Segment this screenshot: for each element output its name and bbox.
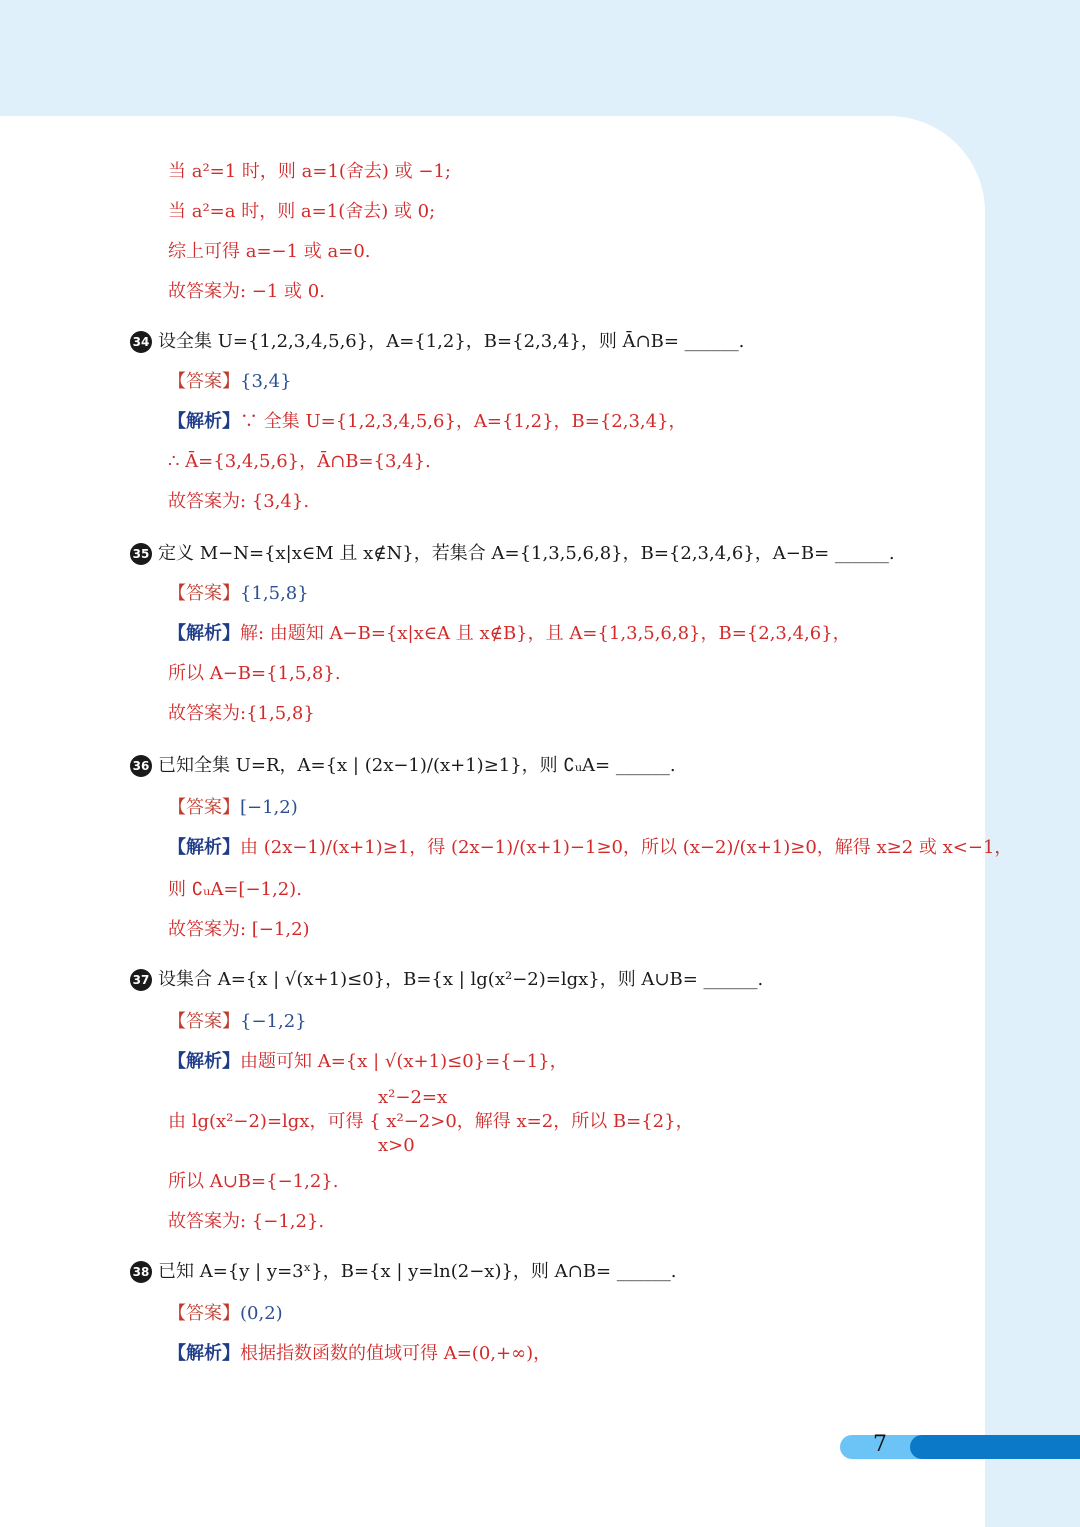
solution-text: 当 a²=a 时，则 a=1(舍去) 或 0; (168, 201, 436, 222)
question-text: 设全集 U={1,2,3,4,5,6}，A={1,2}，B={2,3,4}，则 Ā∩B= ______. (158, 331, 745, 352)
solution-line (168, 200, 435, 224)
question-line (130, 968, 763, 992)
solution-line (168, 280, 325, 304)
answer-tag: 【答案】 (168, 1011, 240, 1032)
answer-line (168, 1302, 283, 1326)
solution-text: 则 ∁ᵤA=[−1,2). (168, 879, 302, 900)
analysis-text: 解: 由题知 A−B={x|x∈A 且 x∉B}，且 A={1,3,5,6,8}，B={2,3,4,6}， (240, 623, 851, 644)
solution-line (378, 1134, 415, 1158)
answer-tag: 【答案】 (168, 583, 240, 604)
answer-line (168, 582, 309, 606)
solution-line (168, 918, 310, 942)
answer-tag: 【答案】 (168, 1303, 240, 1324)
solution-text: 所以 A∪B={−1,2}. (168, 1171, 339, 1192)
solution-line (168, 1110, 694, 1134)
solution-line (168, 878, 302, 902)
solution-line (378, 1086, 447, 1110)
answer-tag: 【答案】 (168, 371, 240, 392)
question-number-badge: 35 (130, 543, 152, 565)
solution-text: x²−2=x (378, 1087, 448, 1108)
analysis-line (168, 622, 851, 646)
solution-line (168, 662, 341, 686)
question-text: 已知全集 U=R，A={x | (2x−1)/(x+1)≥1}，则 ∁ᵤA= ______. (158, 755, 676, 776)
question-number-badge: 38 (130, 1261, 152, 1283)
question-number-badge: 34 (130, 331, 152, 353)
answer-text: (0,2) (240, 1303, 283, 1324)
answer-text: {−1,2} (240, 1011, 307, 1032)
solution-line (168, 490, 309, 514)
analysis-tag: 【解析】 (168, 411, 240, 432)
solution-text: x>0 (378, 1135, 415, 1156)
solution-text: ∴ Ā={3,4,5,6}，Ā∩B={3,4}. (168, 451, 431, 472)
page-number: 7 (873, 1432, 887, 1457)
analysis-text: 由 (2x−1)/(x+1)≥1，得 (2x−1)/(x+1)−1≥0，所以 (x−2)/(x+1)≥0，解得 x≥2 或 x<−1， (240, 837, 1013, 858)
answer-tag: 【答案】 (168, 797, 240, 818)
solution-line (168, 450, 431, 474)
answer-line (168, 1010, 307, 1034)
analysis-line (168, 1342, 551, 1366)
solution-text: 故答案为: {3,4}. (168, 491, 310, 512)
analysis-tag: 【解析】 (168, 837, 240, 858)
question-number-badge: 36 (130, 755, 152, 777)
question-text: 已知 A={y | y=3ˣ}，B={x | y=ln(2−x)}，则 A∩B= ______. (158, 1261, 677, 1282)
solution-text: 由 lg(x²−2)=lgx，可得 { x²−2>0，解得 x=2，所以 B={2}， (168, 1111, 694, 1132)
analysis-line (168, 410, 687, 434)
solution-text: 综上可得 a=−1 或 a=0. (168, 241, 371, 262)
question-number-badge: 37 (130, 969, 152, 991)
question-text: 设集合 A={x | √(x+1)≤0}，B={x | lg(x²−2)=lgx}，则 A∪B= ______. (158, 969, 764, 990)
analysis-tag: 【解析】 (168, 1051, 240, 1072)
analysis-tag: 【解析】 (168, 623, 240, 644)
page-number-bar (910, 1435, 1080, 1459)
solution-line (168, 702, 315, 726)
question-line (130, 1260, 676, 1284)
solution-line (168, 240, 371, 264)
solution-line (168, 1170, 338, 1194)
solution-text: 所以 A−B={1,5,8}. (168, 663, 341, 684)
analysis-line (168, 1050, 568, 1074)
answer-line (168, 796, 298, 820)
analysis-line (168, 836, 1012, 860)
solution-text: 故答案为: {−1,2}. (168, 1211, 325, 1232)
question-line (130, 330, 744, 354)
page-card (0, 116, 985, 1527)
answer-text: {3,4} (240, 371, 292, 392)
solution-line (168, 1210, 324, 1234)
answer-text: {1,5,8} (240, 583, 309, 604)
solution-text: 当 a²=1 时，则 a=1(舍去) 或 −1; (168, 161, 451, 182)
solution-line (168, 160, 451, 184)
question-line (130, 542, 895, 566)
analysis-text: 根据指数函数的值域可得 A=(0,+∞)， (240, 1343, 552, 1364)
analysis-text: 由题可知 A={x | √(x+1)≤0}={−1}， (240, 1051, 568, 1072)
solution-text: 故答案为: [−1,2) (168, 919, 310, 940)
solution-text: 故答案为: −1 或 0. (168, 281, 325, 302)
analysis-tag: 【解析】 (168, 1343, 240, 1364)
question-line (130, 754, 676, 778)
analysis-text: ∵ 全集 U={1,2,3,4,5,6}，A={1,2}，B={2,3,4}， (240, 411, 687, 432)
question-text: 定义 M−N={x|x∈M 且 x∉N}，若集合 A={1,3,5,6,8}，B={2,3,4,6}，A−B= ______. (158, 543, 895, 564)
answer-line (168, 370, 292, 394)
solution-text: 故答案为:{1,5,8} (168, 703, 315, 724)
answer-text: [−1,2) (240, 797, 298, 818)
